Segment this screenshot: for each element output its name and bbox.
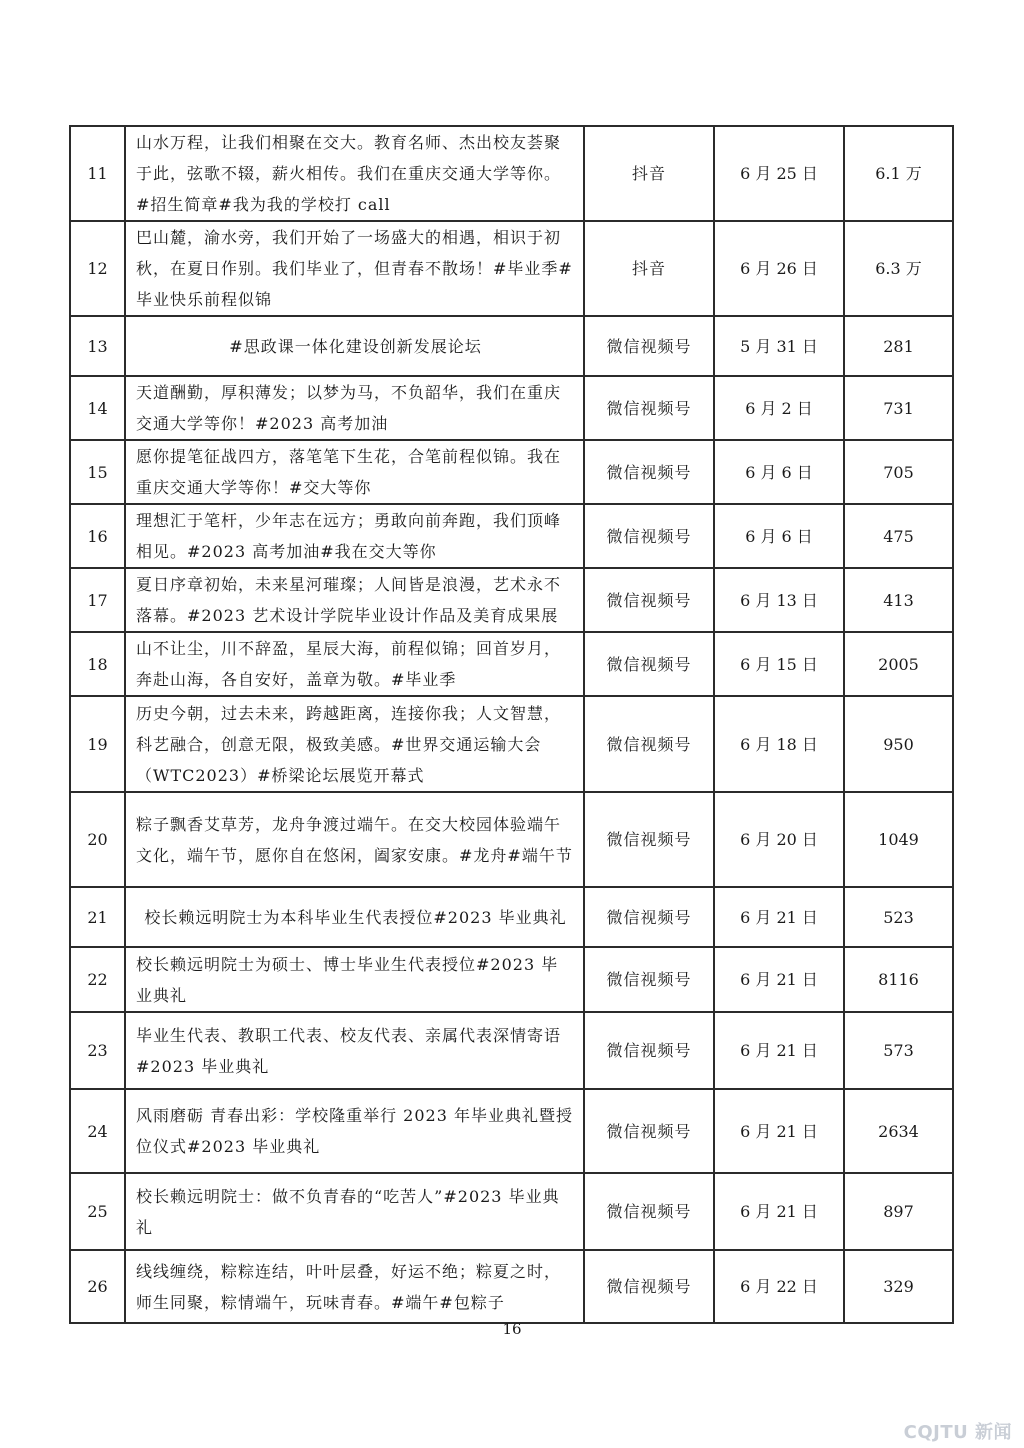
video-title-cell: 理想汇于笔杆，少年志在远方；勇敢向前奔跑，我们顶峰相见。#2023 高考加油#我在交大等你 [125, 504, 584, 568]
views-cell: 950 [844, 696, 953, 792]
date-cell: 6 月 6 日 [714, 504, 844, 568]
table-row [70, 632, 953, 696]
video-title-cell: 山不让尘，川不辞盈，星辰大海，前程似锦；回首岁月，奔赴山海，各自安好，盖章为敬。#毕业季 [125, 632, 584, 696]
table-row [70, 1250, 953, 1323]
views-cell: 8116 [844, 947, 953, 1012]
views-cell: 475 [844, 504, 953, 568]
date-cell: 6 月 25 日 [714, 126, 844, 221]
platform-cell: 微信视频号 [584, 504, 714, 568]
platform-cell: 抖音 [584, 221, 714, 316]
platform-cell: 微信视频号 [584, 792, 714, 887]
views-cell: 897 [844, 1173, 953, 1250]
date-cell: 6 月 21 日 [714, 887, 844, 947]
views-cell: 281 [844, 316, 953, 376]
date-cell: 6 月 2 日 [714, 376, 844, 440]
video-title-cell: 粽子飘香艾草芳，龙舟争渡过端午。在交大校园体验端午文化，端午节，愿你自在悠闲，阖家安康。#龙舟#端午节 [125, 792, 584, 887]
table-row [70, 887, 953, 947]
video-title-cell: #思政课一体化建设创新发展论坛 [125, 316, 584, 376]
row-number-cell: 23 [70, 1012, 125, 1089]
video-title-cell: 校长赖远明院士为本科毕业生代表授位#2023 毕业典礼 [125, 887, 584, 947]
table-row [70, 126, 953, 221]
views-cell: 523 [844, 887, 953, 947]
video-title-cell: 山水万程，让我们相聚在交大。教育名师、杰出校友荟聚于此，弦歌不辍，薪火相传。我们在重庆交通大学等你。#招生简章#我为我的学校打 call [125, 126, 584, 221]
date-cell: 6 月 22 日 [714, 1250, 844, 1323]
platform-cell: 微信视频号 [584, 1089, 714, 1173]
date-cell: 6 月 21 日 [714, 947, 844, 1012]
platform-cell: 微信视频号 [584, 1250, 714, 1323]
table-row [70, 1012, 953, 1089]
table-row [70, 221, 953, 316]
date-cell: 6 月 21 日 [714, 1012, 844, 1089]
views-cell: 6.1 万 [844, 126, 953, 221]
row-number-cell: 19 [70, 696, 125, 792]
platform-cell: 抖音 [584, 126, 714, 221]
video-stats-table [69, 125, 954, 1324]
video-title-cell: 风雨磨砺 青春出彩：学校隆重举行 2023 年毕业典礼暨授位仪式#2023 毕业典礼 [125, 1089, 584, 1173]
row-number-cell: 21 [70, 887, 125, 947]
date-cell: 6 月 6 日 [714, 440, 844, 504]
views-cell: 2005 [844, 632, 953, 696]
video-title-cell: 巴山麓，渝水旁，我们开始了一场盛大的相遇，相识于初秋，在夏日作别。我们毕业了，但青春不散场！#毕业季#毕业快乐前程似锦 [125, 221, 584, 316]
views-cell: 2634 [844, 1089, 953, 1173]
row-number-cell: 14 [70, 376, 125, 440]
row-number-cell: 22 [70, 947, 125, 1012]
row-number-cell: 12 [70, 221, 125, 316]
table-row [70, 1173, 953, 1250]
platform-cell: 微信视频号 [584, 1012, 714, 1089]
video-title-cell: 校长赖远明院士：做不负青春的“吃苦人”#2023 毕业典礼 [125, 1173, 584, 1250]
platform-cell: 微信视频号 [584, 1173, 714, 1250]
platform-cell: 微信视频号 [584, 440, 714, 504]
platform-cell: 微信视频号 [584, 568, 714, 632]
table-row [70, 1089, 953, 1173]
watermark-logo: CQJTU 新闻 [903, 1422, 1012, 1443]
views-cell: 6.3 万 [844, 221, 953, 316]
video-title-cell: 愿你提笔征战四方，落笔笔下生花，合笔前程似锦。我在重庆交通大学等你！#交大等你 [125, 440, 584, 504]
row-number-cell: 16 [70, 504, 125, 568]
row-number-cell: 11 [70, 126, 125, 221]
table-row [70, 376, 953, 440]
views-cell: 705 [844, 440, 953, 504]
video-title-cell: 毕业生代表、教职工代表、校友代表、亲属代表深情寄语#2023 毕业典礼 [125, 1012, 584, 1089]
platform-cell: 微信视频号 [584, 947, 714, 1012]
row-number-cell: 25 [70, 1173, 125, 1250]
video-title-cell: 历史今朝，过去未来，跨越距离，连接你我；人文智慧，科艺融合，创意无限，极致美感。#世界交通运输大会（WTC2023）#桥梁论坛展览开幕式 [125, 696, 584, 792]
table-row [70, 792, 953, 887]
views-cell: 1049 [844, 792, 953, 887]
views-cell: 329 [844, 1250, 953, 1323]
platform-cell: 微信视频号 [584, 632, 714, 696]
video-title-cell: 天道酬勤，厚积薄发；以梦为马，不负韶华，我们在重庆交通大学等你！#2023 高考加油 [125, 376, 584, 440]
platform-cell: 微信视频号 [584, 316, 714, 376]
page-number: 16 [502, 1320, 522, 1338]
views-cell: 731 [844, 376, 953, 440]
row-number-cell: 26 [70, 1250, 125, 1323]
platform-cell: 微信视频号 [584, 696, 714, 792]
video-title-cell: 夏日序章初始，未来星河璀璨；人间皆是浪漫，艺术永不落幕。#2023 艺术设计学院毕业设计作品及美育成果展 [125, 568, 584, 632]
table-row [70, 947, 953, 1012]
row-number-cell: 15 [70, 440, 125, 504]
date-cell: 6 月 13 日 [714, 568, 844, 632]
video-title-cell: 校长赖远明院士为硕士、博士毕业生代表授位#2023 毕业典礼 [125, 947, 584, 1012]
date-cell: 6 月 15 日 [714, 632, 844, 696]
row-number-cell: 20 [70, 792, 125, 887]
row-number-cell: 24 [70, 1089, 125, 1173]
table-row [70, 440, 953, 504]
date-cell: 6 月 21 日 [714, 1089, 844, 1173]
platform-cell: 微信视频号 [584, 887, 714, 947]
views-cell: 413 [844, 568, 953, 632]
row-number-cell: 17 [70, 568, 125, 632]
platform-cell: 微信视频号 [584, 376, 714, 440]
date-cell: 6 月 20 日 [714, 792, 844, 887]
table-row [70, 504, 953, 568]
row-number-cell: 13 [70, 316, 125, 376]
table-row [70, 696, 953, 792]
row-number-cell: 18 [70, 632, 125, 696]
date-cell: 6 月 18 日 [714, 696, 844, 792]
table-row [70, 568, 953, 632]
date-cell: 6 月 21 日 [714, 1173, 844, 1250]
video-title-cell: 线线缠绕，粽粽连结，叶叶层叠，好运不绝；粽夏之时，师生同聚，粽情端午，玩味青春。#端午#包粽子 [125, 1250, 584, 1323]
views-cell: 573 [844, 1012, 953, 1089]
date-cell: 6 月 26 日 [714, 221, 844, 316]
table-row [70, 316, 953, 376]
date-cell: 5 月 31 日 [714, 316, 844, 376]
